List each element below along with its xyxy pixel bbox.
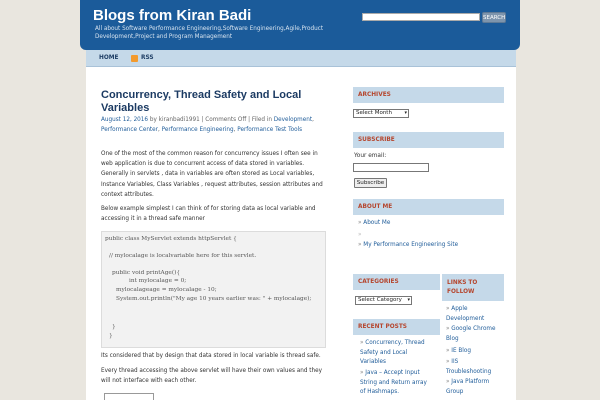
nav-home-link[interactable]: HOME bbox=[99, 55, 119, 61]
recent-post-link[interactable]: » Java – Accept Input String and Return array of Hashmaps. bbox=[360, 370, 427, 395]
search-input[interactable] bbox=[362, 13, 480, 21]
email-label: Your email: bbox=[354, 153, 387, 159]
categories-select-value: Select Category bbox=[358, 297, 402, 303]
blog-title[interactable]: Blogs from Kiran Badi bbox=[93, 7, 252, 24]
blog-tagline: All about Software Performance Engineering,Software Engineering,Agile,Product Development,Project and Program Management bbox=[95, 26, 324, 40]
site-header bbox=[80, 0, 520, 50]
about-heading: ABOUT ME bbox=[353, 199, 504, 215]
code-line: } bbox=[109, 333, 113, 339]
category-link[interactable]: Performance Test Tools bbox=[237, 127, 303, 133]
post-paragraph: One of the most of the common reason for concurrency issues I often see in web application is due to concurrent access of data stored in variables. Generally in servlets , data in variables are often stored as Local variables, Instance Variables, Class Variables , request attributes, session attributes and context attributes. bbox=[101, 151, 323, 198]
post-image bbox=[104, 393, 154, 400]
follow-link[interactable]: » Apple Development bbox=[446, 306, 485, 322]
divider: » bbox=[358, 232, 362, 238]
archives-select[interactable] bbox=[353, 109, 409, 118]
post-date: August 12, 2016 bbox=[101, 117, 149, 123]
recent-posts-heading: RECENT POSTS bbox=[353, 319, 440, 335]
post-by: by bbox=[149, 117, 157, 123]
code-line: } bbox=[112, 324, 116, 330]
follow-link[interactable]: » IE Blog bbox=[446, 348, 471, 354]
code-line: System.out.println("My age 10 years earlier was: " + mylocalage); bbox=[116, 296, 312, 302]
code-block bbox=[101, 231, 326, 348]
about-link[interactable]: » My Performance Engineering Site bbox=[358, 242, 459, 248]
search-button[interactable]: SEARCH bbox=[482, 12, 506, 23]
post-author: kiranbadi1991 bbox=[158, 117, 200, 123]
archives-select-value: Select Month bbox=[356, 110, 392, 116]
subscribe-heading: SUBSCRIBE bbox=[353, 132, 504, 148]
code-line: public void printAge(){ bbox=[112, 270, 181, 276]
category-link[interactable]: Performance Engineering bbox=[161, 127, 234, 133]
category-link[interactable]: Development bbox=[273, 117, 313, 123]
category-link[interactable]: Performance Center bbox=[101, 127, 158, 133]
code-line: public class MyServlet extends httpServlet { bbox=[105, 236, 237, 242]
post-paragraph: Every thread accessing the above servlet will have their own values and they will not interface with each other. bbox=[101, 368, 322, 385]
chevron-down-icon: ▾ bbox=[404, 110, 407, 116]
post-paragraph: Below example simplest I can think of for storing data as local variable and accessing it in a thread safe manner bbox=[101, 206, 316, 223]
archives-heading: ARCHIVES bbox=[353, 87, 504, 103]
page-content bbox=[86, 67, 516, 400]
post-meta: August 12, 2016 by kiranbadi1991 | Comments Off | Filed in Development, Performance Center, Performance Engineering, Performance Test Tools bbox=[101, 117, 314, 133]
code-line: mylocalageage = mylocalage - 10; bbox=[116, 287, 217, 293]
categories-heading: CATEGORIES bbox=[353, 274, 440, 290]
about-link[interactable]: » About Me bbox=[358, 220, 391, 226]
main-nav bbox=[86, 50, 516, 67]
chevron-down-icon: ▾ bbox=[407, 297, 410, 303]
nav-rss-link[interactable]: RSS bbox=[141, 55, 154, 61]
follow-link[interactable]: » Java Platform Group bbox=[446, 379, 490, 395]
code-line: int mylocalage = 0; bbox=[129, 278, 187, 284]
subscribe-button[interactable]: Subscribe bbox=[354, 178, 387, 188]
email-field[interactable] bbox=[353, 163, 429, 172]
follow-link[interactable]: » IIS Troubleshooting bbox=[446, 359, 492, 375]
post-comments: | Comments Off | Filed in bbox=[201, 117, 272, 123]
links-heading: LINKS TO FOLLOW bbox=[442, 274, 504, 301]
rss-icon[interactable] bbox=[131, 55, 138, 62]
code-line: // mylocalage is localvariable here for this servlet. bbox=[109, 253, 257, 259]
follow-link[interactable]: » Google Chrome Blog bbox=[446, 326, 496, 342]
categories-select[interactable] bbox=[355, 296, 412, 305]
post-paragraph: Its considered that by design that data stored in local variable is thread safe. bbox=[101, 353, 321, 359]
post-title[interactable]: Concurrency, Thread Safety and Local Variables bbox=[101, 89, 302, 114]
recent-post-link[interactable]: » Concurrency, Thread Safety and Local Variables bbox=[360, 340, 425, 365]
